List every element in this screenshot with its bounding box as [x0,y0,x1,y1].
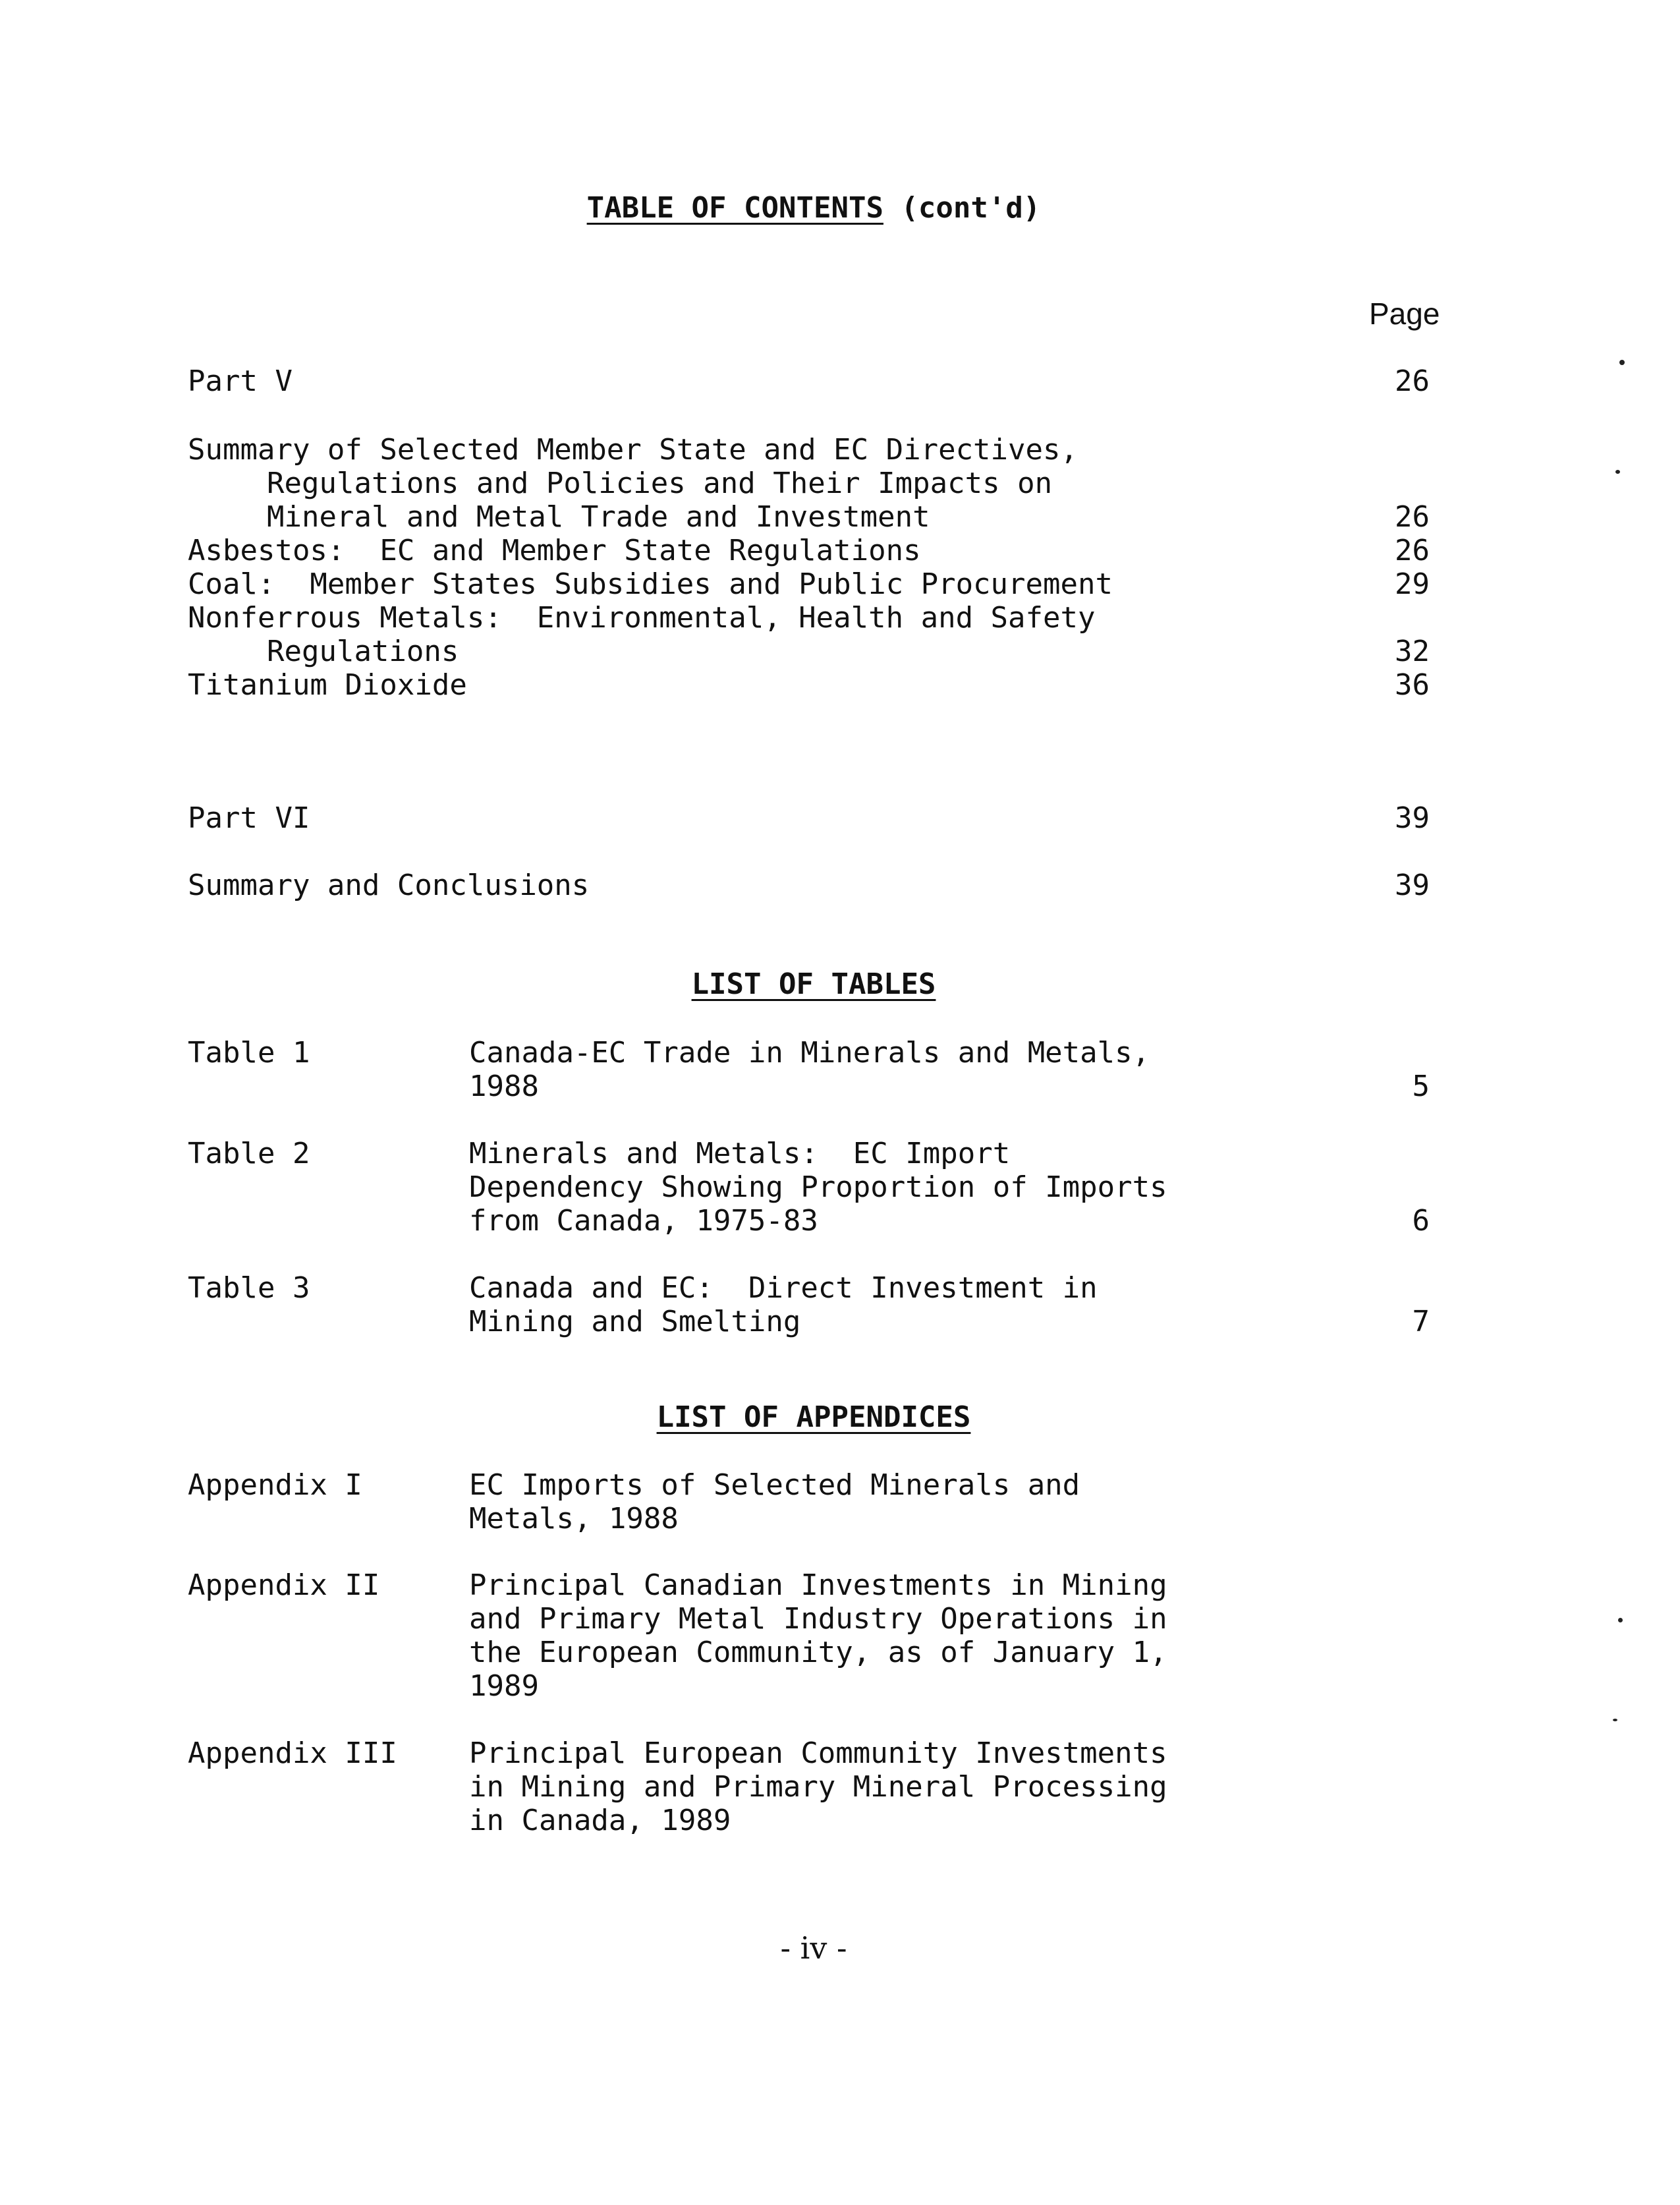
toc-entry-line: Summary of Selected Member State and EC Directives, [188,433,1078,467]
appendix-label: Appendix II [188,1568,380,1602]
table-desc-line: Dependency Showing Proportion of Imports [469,1170,1167,1204]
list-of-tables-title [0,967,1627,1002]
page-number: - iv - [780,1930,847,1966]
list-of-tables-title-text: LIST OF TABLES [691,967,936,1001]
scan-speck [1613,1719,1617,1721]
toc-entry-line: Regulations and Policies and Their Impacts on [267,467,1053,500]
scan-speck [1619,360,1625,365]
toc-entry-line: Coal: Member States Subsidies and Public Procurement [188,567,1113,601]
table-desc-line: Mining and Smelting [469,1305,801,1338]
table-label: Table 3 [188,1271,310,1305]
toc-entry-page: 32 [1395,635,1430,668]
appendix-desc-line: EC Imports of Selected Minerals and [469,1468,1080,1502]
part-vi-heading: Part VI [188,801,310,835]
toc-entry-line: Mineral and Metal Trade and Investment [267,500,930,534]
toc-entry-page: 26 [1395,500,1430,534]
toc-entry-line: Titanium Dioxide [188,668,467,702]
scan-speck [1615,470,1620,474]
scan-speck [1618,1618,1623,1622]
appendix-desc-line: Metals, 1988 [469,1502,679,1535]
toc-title-text: TABLE OF CONTENTS [586,191,883,225]
appendix-desc-line: the European Community, as of January 1, [469,1636,1167,1669]
toc-entry-page: 26 [1395,534,1430,567]
list-of-appendices-title [0,1400,1627,1435]
toc-title-suffix: (cont'd) [883,191,1041,225]
table-page: 5 [1412,1070,1430,1103]
toc-entry-page: 39 [1395,869,1430,902]
part-v-page: 26 [1395,364,1430,398]
table-label: Table 2 [188,1137,310,1170]
part-vi-page: 39 [1395,801,1430,835]
table-desc-line: Minerals and Metals: EC Import [469,1137,1011,1170]
appendix-label: Appendix III [188,1736,397,1770]
list-of-appendices-title-text: LIST OF APPENDICES [656,1400,971,1434]
table-label: Table 1 [188,1036,310,1070]
appendix-label: Appendix I [188,1468,362,1502]
appendix-desc-line: and Primary Metal Industry Operations in [469,1602,1167,1636]
appendix-desc-line: Principal Canadian Investments in Mining [469,1568,1167,1602]
table-desc-line: Canada-EC Trade in Minerals and Metals, [469,1036,1150,1070]
table-page: 7 [1412,1305,1430,1338]
appendix-desc-line: 1989 [469,1669,539,1703]
toc-entry-line: Regulations [267,635,459,668]
toc-entry-line: Asbestos: EC and Member State Regulations [188,534,921,567]
table-desc-line: Canada and EC: Direct Investment in [469,1271,1098,1305]
toc-title [0,191,1627,225]
table-page: 6 [1412,1204,1430,1238]
toc-entry-line: Summary and Conclusions [188,869,590,902]
part-v-heading: Part V [188,364,293,398]
toc-entry-page: 36 [1395,668,1430,702]
appendix-desc-line: Principal European Community Investments [469,1736,1167,1770]
toc-entry-line: Nonferrous Metals: Environmental, Health and Safety [188,601,1096,635]
table-desc-line: 1988 [469,1070,539,1103]
table-desc-line: from Canada, 1975-83 [469,1204,818,1238]
page-column-label: Page [1369,297,1440,331]
toc-entry-page: 29 [1395,567,1430,601]
appendix-desc-line: in Mining and Primary Mineral Processing [469,1770,1167,1804]
appendix-desc-line: in Canada, 1989 [469,1804,731,1837]
